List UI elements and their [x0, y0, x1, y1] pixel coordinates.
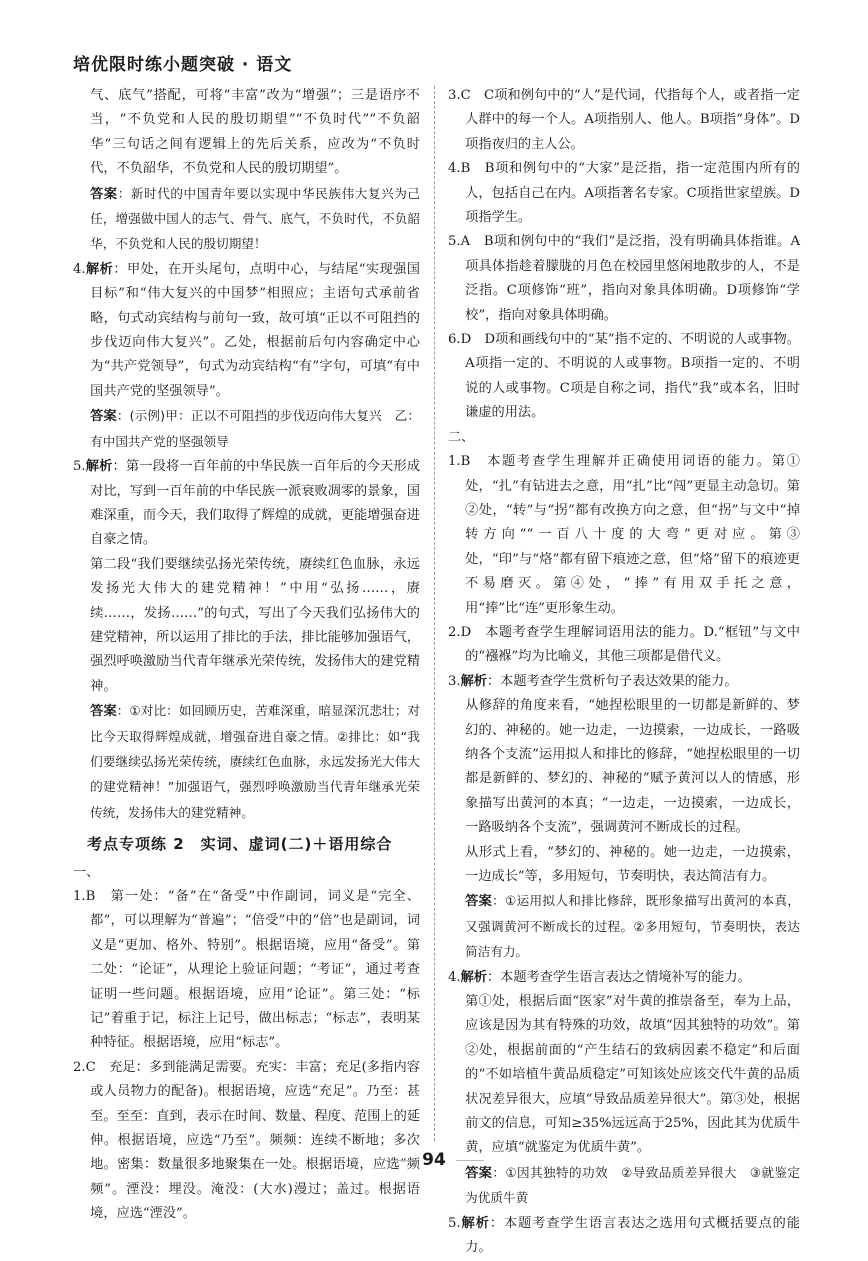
paragraph: [73, 84, 420, 182]
item-number: 6.D: [448, 332, 472, 348]
answer-label: 解析: [460, 673, 487, 689]
item-number: 3.C: [448, 88, 471, 103]
answer-label: 解析: [460, 969, 487, 985]
paragraph-text: 本题考查学生理解并正确使用词语的能力。第①处，“扎”有钻进去之意，用“扎”比“闯”更显主动急切。第②处，“转”与“拐”都有改换方向之意，但“拐”与文中“掉转方向”“一百八十度的大弯”更对应。第③处，“印”与“烙”都有留下痕迹之意，但“烙”留下的痕迹更不易磨灭。第④处，“捧”有用双手托之意，用“捧”比“连”更形象生动。: [465, 454, 800, 616]
item-number: 2.D: [448, 624, 472, 640]
page-number: 94: [422, 1150, 446, 1170]
paragraph: [448, 990, 800, 1161]
item-number: 5.: [448, 1215, 461, 1231]
item-number: 4.: [73, 261, 86, 277]
paragraph: [448, 1212, 800, 1261]
paragraph: [73, 182, 420, 258]
running-header: 培优限时练小题突破 · 语文: [73, 55, 293, 75]
answer-label: 答案: [465, 894, 493, 910]
answer-label: 解析: [85, 261, 114, 277]
paragraph-text: ：(示例)甲：正以不可阻挡的步伐迈向伟大复兴 乙：有中国共产党的坚强领导: [90, 408, 421, 449]
paragraph: [448, 328, 800, 426]
paragraph-text: ：新时代的中国青年要以实现中华民族伟大复兴为己任，增强做中国人的志气、骨气、底气，不负时代，不负韶华，不负党和人民的殷切期望！: [90, 185, 421, 252]
paragraph-text: 第一处：“备”在“备受”中作副词，词义是“完全、都”，可以理解为“普遍”；“倍受”中的“倍”也是副词，词义是“更加、格外、特别”。根据语境，应用“备受”。第二处：“论证”，从理论上验证问题；“考证”，通过考查证明一些问题。根据语境，应用“论证”。第三处：“标记”着重于记，标注上记号，做出标志；“标志”，表明某种特征。根据语境，应用“标志”。: [90, 889, 420, 1051]
paragraph-text: 从修辞的角度来看，“她捏松眼里的一切都是新鲜的、梦幻的、神秘的。她一边走，一边摸索，一边成长，一路吸纳各个支流”运用拟人和排比的修辞，“她捏松眼里的一切都是新鲜的、梦幻的、神秘的”赋予黄河以人的情感，形象描写出黄河的本真；“一边走，一边摸索，一边成长，一路吸纳各个支流”，强调黄河不断成长的过程。: [465, 698, 800, 836]
paragraph: [448, 841, 800, 890]
answer-label: 解析: [460, 1215, 490, 1231]
paragraph-text: 第①处，根据后面“医家”对牛黄的推崇备至，奉为上品，应该是因为其有特殊的功效，故填“因其独特的功效”。第②处，根据前面的“产生结石的致病因素不稳定”和后面的“不如培植牛黄品质稳定”可知该处应该交代牛黄的品质状况差异很大，应填“导致品质差异很大”。第③处，根据前文的信息，可知≥35%远远高于25%，因此其为优质牛黄，应填“就鉴定为优质牛黄”。: [465, 994, 800, 1156]
column-divider: [434, 86, 435, 1141]
paragraph-text: D项和画线句中的“某”指不定的、不明说的人或事物。A项指一定的、不明说的人或事物。B项指一定的、不明说的人或事物。C项是自称之词，指代“我”或本名，旧时谦虚的用法。: [465, 332, 800, 421]
paragraph: [448, 426, 800, 450]
item-number: 5.: [73, 459, 86, 475]
paragraph-text: ：本题考查学生赏析句子表达效果的能力。: [486, 673, 738, 689]
paragraph: [448, 621, 800, 670]
item-number: 3.: [448, 673, 461, 689]
answer-label: 答案: [465, 1165, 493, 1181]
paragraph-text: 一、: [73, 864, 100, 880]
paragraph: [73, 553, 420, 699]
answer-label: 解析: [85, 459, 113, 475]
paragraph: [73, 404, 420, 455]
left-column: [73, 84, 420, 1227]
item-number: 4.B: [448, 161, 471, 177]
paragraph: [448, 889, 800, 965]
paragraph: [73, 861, 420, 885]
paragraph-text: ：①运用拟人和排比修辞，既形象描写出黄河的本真，又强调黄河不断成长的过程。②多用短句，节奏明快，表达简洁有力。: [465, 893, 801, 960]
section-heading: [87, 832, 420, 856]
answer-label: 答案: [90, 409, 117, 425]
paragraph-text: 气、底气”搭配，可将“丰富”改为“增强”；三是语序不当，“不负党和人民的殷切期望”“不负时代”“不负韶华”三句话之间有逻辑上的先后关系，应改为“不负时代，不负韶华，不负党和人民的殷切期望”。: [90, 88, 420, 177]
paragraph-text: ：本题考查学生语言表达之选用句式概括要点的能力。: [465, 1215, 801, 1256]
paragraph-text: C项和例句中的“人”是代词，代指每个人，或者指一定人群中的每一个人。A项指别人、他人。B项指“身体”。D项指夜归的主人公。: [465, 88, 800, 152]
paragraph-text: 考点专项练 2 实词、虚词(二)＋语用综合: [87, 835, 393, 854]
paragraph: [448, 966, 800, 990]
paragraph: [73, 699, 420, 826]
footer-rule-left: [384, 1160, 412, 1161]
item-number: 2.C: [73, 1059, 96, 1075]
paragraph-text: ：第一段将一百年前的中华民族一百年后的今天形成对比，写到一百年前的中华民族一派衰败凋零的景象，国难深重，而今天，我们取得了辉煌的成就，更能增强奋进自豪之情。: [90, 459, 421, 548]
paragraph: [448, 157, 800, 230]
paragraph: [448, 670, 800, 694]
paragraph: [448, 84, 800, 157]
paragraph-text: 第二段“我们要继续弘扬光荣传统，赓续红色血脉，永远发扬光大伟大的建党精神！”中用“弘扬……，赓续……，发扬……”的句式，写出了今天我们弘扬伟大的建党精神，所以运用了排比的手法，排比能够加强语气，强烈呼唤激励当代青年继承光荣传统，发扬伟大的建党精神。: [90, 556, 420, 694]
item-number: 4.: [448, 969, 461, 985]
paragraph: [73, 885, 420, 1056]
right-column: [448, 84, 800, 1261]
paragraph: [448, 230, 800, 328]
paragraph-text: ：甲处，在开头尾句，点明中心，与结尾“实现强国目标”和“伟大复兴的中国梦”相照应；主语句式承前省略，句式动宾结构与前句一致，故可填“正以不可阻挡的步伐迈向伟大复兴”。乙处，根据前后句内容确定中心为“共产党领导”，句式为动宾结构“有”字句，可填“有中国共产党的坚强领导”。: [90, 261, 420, 399]
answer-label: 答案: [90, 186, 118, 202]
paragraph-text: 二、: [448, 429, 475, 445]
paragraph: [448, 694, 800, 840]
paragraph-text: 从形式上看，“梦幻的、神秘的。她一边走，一边摸索，一边成长”等，多用短句，节奏明快，表达简洁有力。: [465, 844, 800, 884]
paragraph: [73, 1056, 420, 1227]
paragraph: [73, 455, 420, 553]
paragraph-text: B项和例句中的“我们”是泛指，没有明确具体指谁。A项具体指趁着朦胧的月色在校园里悠闲地散步的人，不是泛指。C项修饰“班”，指向对象具体明确。D项修饰“学校”，指向对象具体明确。: [465, 234, 800, 323]
paragraph: [73, 258, 420, 404]
paragraph-text: ：①对比：如回顾历史，苦难深重，暗显深沉悲壮；对比今天取得辉煌成就，增强奋进自豪之情。②排比：如“我们要继续弘扬光荣传统，赓续红色血脉，永远发扬光大伟大的建党精神！”加强语气，强烈呼唤激励当代青年继承光荣传统，发扬伟大的建党精神。: [90, 703, 420, 820]
page-footer: [0, 1150, 868, 1170]
item-number: 5.A: [448, 234, 471, 250]
answer-label: 答案: [90, 704, 117, 720]
item-number: 1.B: [73, 889, 96, 904]
paragraph-text: ：本题考查学生语言表达之情境补写的能力。: [486, 969, 751, 985]
footer-rule-right: [456, 1160, 484, 1161]
paragraph-text: ：①因其独特的功效 ②导致品质差异很大 ③就鉴定为优质牛黄: [465, 1164, 800, 1206]
item-number: 1.B: [448, 454, 471, 470]
paragraph-text: 充足：多到能满足需要。充实：丰富；充足(多指内容或人员物力的配备)。根据语境，应选“充足”。乃至：甚至。至至：直到，表示在时间、数量、程度、范围上的延伸。根据语境，应选“乃至”。频频：连续不断地；多次地。密集：数量很多地聚集在一处。根据语境，应选“频频”。湮没：埋没。淹没：(大水)漫过；盖过。根据语境，应选“湮没”。: [90, 1059, 420, 1222]
paragraph-text: B项和例句中的“大家”是泛指，指一定范围内所有的人，包括自己在内。A项指著名专家。C项指世家望族。D项指学生。: [465, 161, 800, 226]
paragraph: [448, 450, 800, 621]
paragraph-text: 本题考查学生理解词语用法的能力。D.“框钮”与文中的“襁褓”均为比喻义，其他三项都是借代义。: [465, 624, 800, 665]
